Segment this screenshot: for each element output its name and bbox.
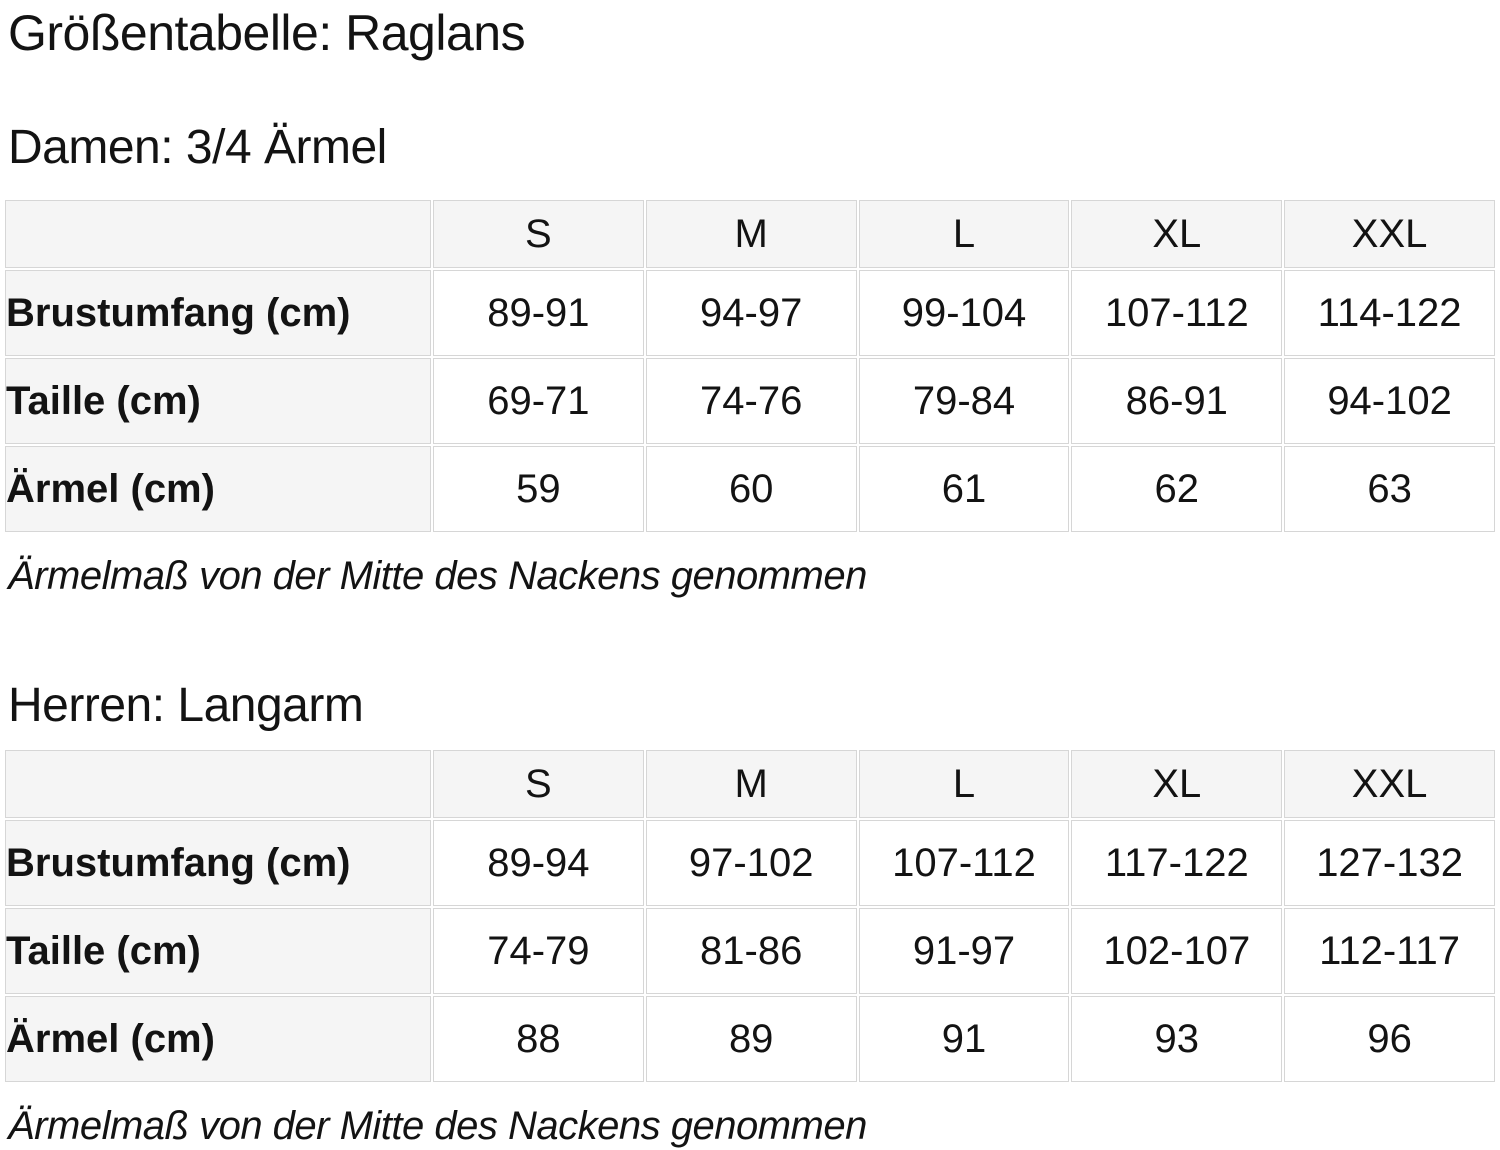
size-value: 112-117 [1284, 908, 1495, 994]
column-header-xl: XL [1071, 750, 1282, 818]
size-value: 89-91 [433, 270, 644, 356]
column-header-s: S [433, 200, 644, 268]
table-header-row [5, 200, 1495, 268]
size-table-herren [3, 748, 1497, 1084]
size-value: 74-79 [433, 908, 644, 994]
corner-cell [5, 200, 431, 268]
table-row [5, 908, 1495, 994]
size-value: 107-112 [859, 820, 1070, 906]
sleeve-measure-footnote: Ärmelmaß von der Mitte des Nackens genommen [8, 554, 867, 598]
column-header-xxl: XXL [1284, 750, 1495, 818]
column-header-m: M [646, 200, 857, 268]
column-header-xl: XL [1071, 200, 1282, 268]
table-row [5, 820, 1495, 906]
column-header-l: L [859, 750, 1070, 818]
column-header-m: M [646, 750, 857, 818]
size-value: 89 [646, 996, 857, 1082]
size-value: 86-91 [1071, 358, 1282, 444]
corner-cell [5, 750, 431, 818]
table-row [5, 446, 1495, 532]
size-value: 91 [859, 996, 1070, 1082]
row-label-brustumfang: Brustumfang (cm) [5, 270, 431, 356]
page-title: Größentabelle: Raglans [8, 5, 526, 61]
table-row [5, 270, 1495, 356]
row-label-brustumfang: Brustumfang (cm) [5, 820, 431, 906]
row-label-aermel: Ärmel (cm) [5, 446, 431, 532]
column-header-l: L [859, 200, 1070, 268]
size-value: 102-107 [1071, 908, 1282, 994]
size-value: 94-97 [646, 270, 857, 356]
table-row [5, 996, 1495, 1082]
column-header-xxl: XXL [1284, 200, 1495, 268]
size-value: 63 [1284, 446, 1495, 532]
size-table-damen [3, 198, 1497, 534]
size-value: 60 [646, 446, 857, 532]
size-value: 107-112 [1071, 270, 1282, 356]
sleeve-measure-footnote: Ärmelmaß von der Mitte des Nackens genommen [8, 1104, 867, 1148]
size-value: 117-122 [1071, 820, 1282, 906]
size-value: 97-102 [646, 820, 857, 906]
section-heading-damen: Damen: 3/4 Ärmel [8, 121, 387, 174]
size-value: 91-97 [859, 908, 1070, 994]
size-value: 79-84 [859, 358, 1070, 444]
size-value: 94-102 [1284, 358, 1495, 444]
size-value: 81-86 [646, 908, 857, 994]
column-header-s: S [433, 750, 644, 818]
size-value: 62 [1071, 446, 1282, 532]
size-value: 96 [1284, 996, 1495, 1082]
table-row [5, 358, 1495, 444]
size-value: 74-76 [646, 358, 857, 444]
row-label-taille: Taille (cm) [5, 358, 431, 444]
size-value: 99-104 [859, 270, 1070, 356]
size-value: 88 [433, 996, 644, 1082]
size-value: 114-122 [1284, 270, 1495, 356]
size-value: 59 [433, 446, 644, 532]
size-value: 61 [859, 446, 1070, 532]
section-heading-herren: Herren: Langarm [8, 679, 364, 732]
size-value: 69-71 [433, 358, 644, 444]
table-header-row [5, 750, 1495, 818]
size-value: 127-132 [1284, 820, 1495, 906]
row-label-aermel: Ärmel (cm) [5, 996, 431, 1082]
size-value: 93 [1071, 996, 1282, 1082]
size-value: 89-94 [433, 820, 644, 906]
row-label-taille: Taille (cm) [5, 908, 431, 994]
